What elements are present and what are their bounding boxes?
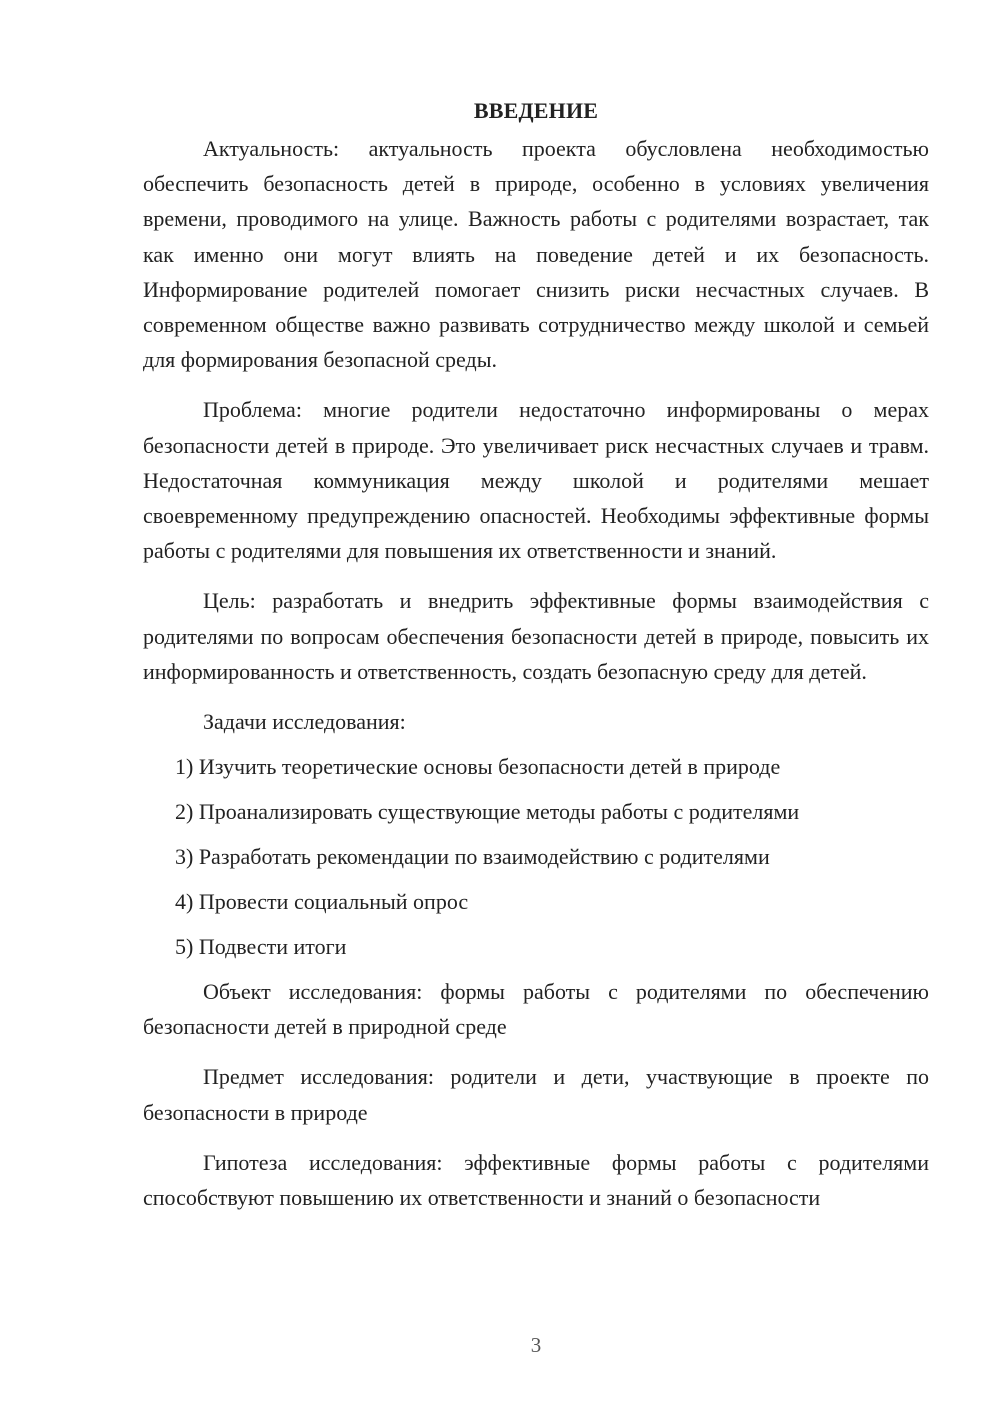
task-item: 3) Разработать рекомендации по взаимодействию с родителями	[175, 844, 770, 870]
page-number: 3	[530, 1333, 542, 1357]
goal-paragraph: Цель: разработать и внедрить эффективные формы взаимодействия с родителями по вопросам обеспечения безопасности детей в природе, повысить их информированность и ответственность, создать безопасную среду для детей.	[143, 588, 929, 684]
object-paragraph: Объект исследования: формы работы с родителями по обеспечению безопасности детей в природной среде	[143, 979, 929, 1040]
task-item: 1) Изучить теоретические основы безопасности детей в природе	[175, 754, 781, 780]
page-content	[143, 96, 929, 1230]
tasks-heading: Задачи исследования:	[203, 709, 406, 735]
task-item: 4) Провести социальный опрос	[175, 889, 469, 915]
problem-paragraph: Проблема: многие родители недостаточно информированы о мерах безопасности детей в природе. Это увеличивает риск несчастных случаев и травм. Недостаточная коммуникация между школой и родителями мешает своевременному предупреждению опасностей. Необходимы эффективные формы работы с родителями для повышения их ответственности и знаний.	[143, 397, 929, 564]
task-item: 5) Подвести итоги	[175, 934, 347, 960]
relevance-paragraph: Актуальность: актуальность проекта обусловлена необходимостью обеспечить безопасность детей в природе, особенно в условиях увеличения времени, проводимого на улице. Важность работы с родителями возрастает, так как именно они могут влиять на поведение детей и их безопасность. Информирование родителей помогает снизить риски несчастных случаев. В современном обществе важно развивать сотрудничество между школой и семьей для формирования безопасной среды.	[143, 136, 929, 373]
task-item: 2) Проанализировать существующие методы работы с родителями	[175, 799, 800, 825]
hypothesis-paragraph: Гипотеза исследования: эффективные формы работы с родителями способствуют повышению их ответственности и знаний о безопасности	[143, 1149, 929, 1211]
page-title: ВВЕДЕНИЕ	[473, 98, 599, 123]
subject-paragraph: Предмет исследования: родители и дети, участвующие в проекте по безопасности в природе	[143, 1064, 929, 1125]
